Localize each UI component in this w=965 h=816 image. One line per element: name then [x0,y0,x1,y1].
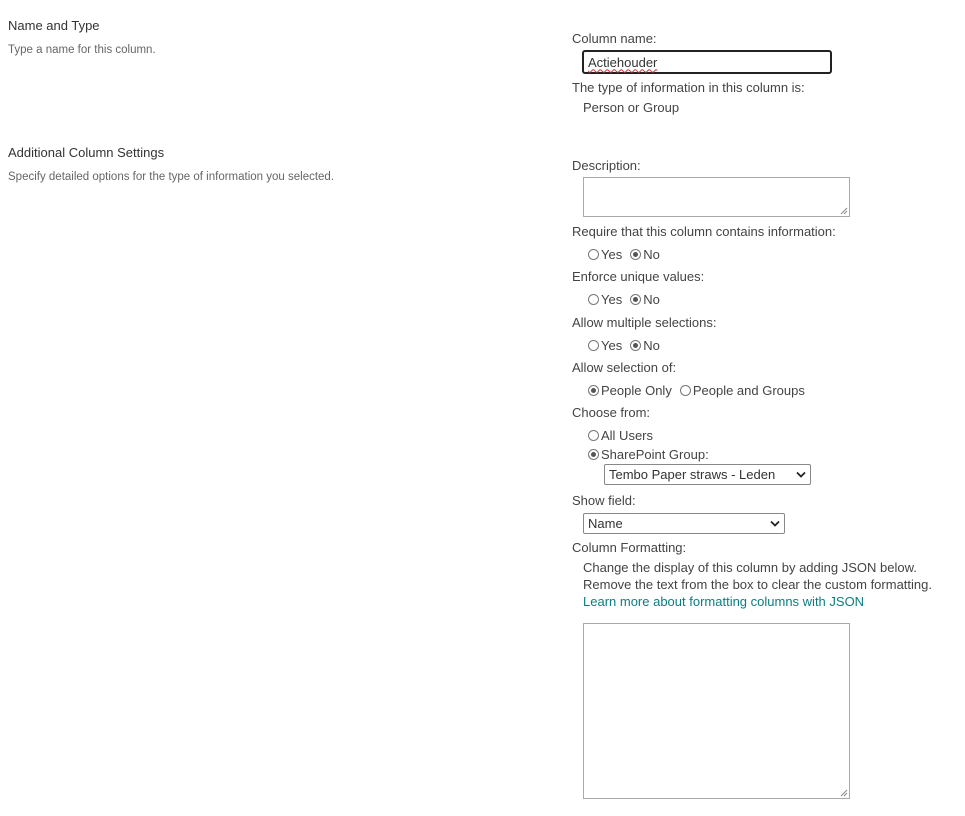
description-label: Description: [572,158,641,173]
multiple-yes-option[interactable] [588,338,622,353]
additional-settings-title: Additional Column Settings [8,145,165,160]
all-users-label: All Users [601,428,654,443]
show-field-select[interactable] [583,513,785,534]
name-and-type-title: Name and Type [8,18,100,33]
chevron-down-icon [796,471,806,478]
multiple-radio-group [588,338,660,353]
unique-no-radio[interactable] [630,294,641,305]
require-no-radio[interactable] [630,249,641,260]
people-only-radio[interactable] [588,385,599,396]
column-name-input[interactable] [582,50,832,74]
sharepoint-group-radio[interactable] [588,449,599,460]
resize-grip-icon[interactable] [840,789,848,797]
sharepoint-group-label: SharePoint Group: [601,447,709,462]
show-field-value: Name [588,516,623,531]
unique-yes-label: Yes [601,292,623,307]
people-only-option[interactable] [588,383,672,398]
require-label: Require that this column contains information: [572,224,836,239]
multiple-yes-radio[interactable] [588,340,599,351]
show-field-label: Show field: [572,493,636,508]
formatting-help-line2: Remove the text from the box to clear the custom formatting. [583,577,932,592]
sharepoint-group-select[interactable] [604,464,811,485]
column-name-value: Actiehouder [588,54,658,70]
require-no-option[interactable] [630,247,660,262]
require-yes-option[interactable] [588,247,622,262]
unique-no-option[interactable] [630,292,660,307]
type-label: The type of information in this column is: [572,80,805,95]
unique-yes-radio[interactable] [588,294,599,305]
selection-of-label: Allow selection of: [572,360,677,375]
people-and-groups-radio[interactable] [680,385,691,396]
people-and-groups-label: People and Groups [692,383,805,398]
sharepoint-group-option[interactable] [588,447,709,462]
choose-from-label: Choose from: [572,405,651,420]
unique-yes-option[interactable] [588,292,622,307]
formatting-label: Column Formatting: [572,540,687,555]
type-value: Person or Group [583,100,680,115]
all-users-radio[interactable] [588,430,599,441]
sharepoint-group-value: Tembo Paper straws - Leden [609,467,776,482]
column-name-label: Column name: [572,31,657,46]
require-yes-radio[interactable] [588,249,599,260]
multiple-no-radio[interactable] [630,340,641,351]
chevron-down-icon [770,520,780,527]
resize-grip-icon[interactable] [840,207,848,215]
additional-settings-description: Specify detailed options for the type of information you selected. [8,171,335,183]
formatting-learn-more-link[interactable]: Learn more about formatting columns with JSON [583,594,865,609]
people-and-groups-option[interactable] [680,383,805,398]
formatting-json-textarea[interactable] [583,623,850,799]
multiple-yes-label: Yes [601,338,623,353]
unique-label: Enforce unique values: [572,269,705,284]
require-yes-label: Yes [601,247,623,262]
multiple-no-label: No [643,338,660,353]
all-users-option[interactable] [588,428,653,443]
unique-radio-group [588,292,660,307]
unique-no-label: No [643,292,660,307]
description-textarea[interactable] [583,177,850,217]
multiple-label: Allow multiple selections: [572,315,717,330]
selection-of-radio-group [588,383,805,398]
name-and-type-description: Type a name for this column. [8,44,156,56]
multiple-no-option[interactable] [630,338,660,353]
people-only-label: People Only [601,383,672,398]
require-no-label: No [643,247,660,262]
formatting-help-line1: Change the display of this column by adding JSON below. [583,560,917,575]
require-radio-group [588,247,660,262]
